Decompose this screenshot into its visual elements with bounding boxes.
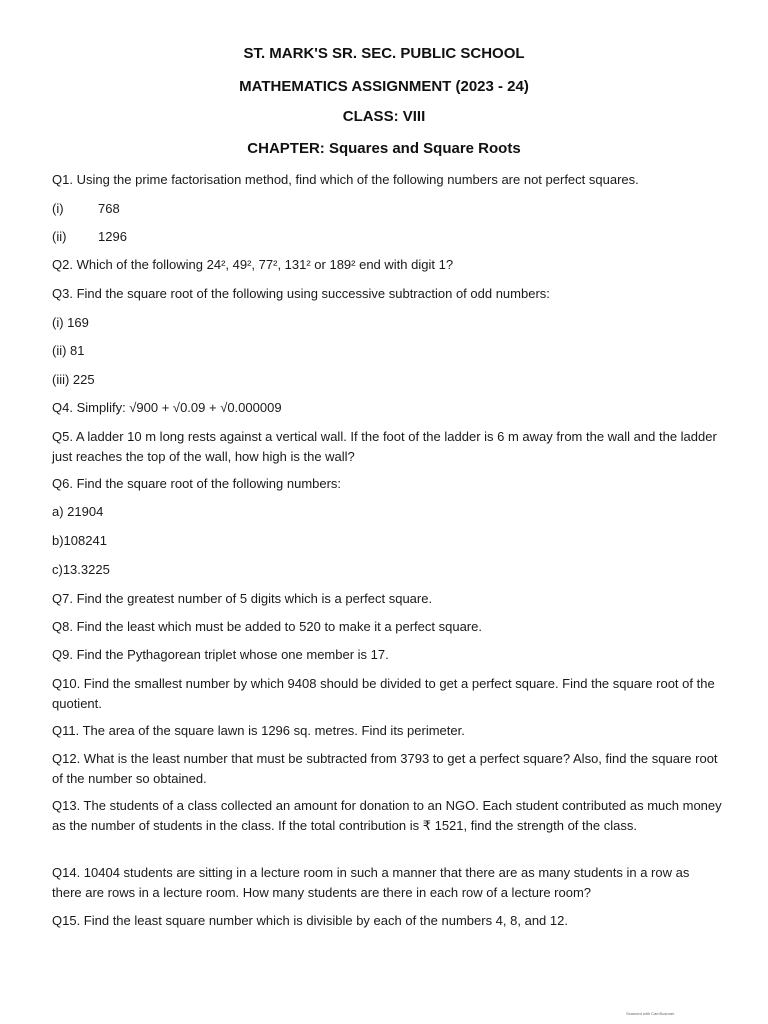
assignment-title: MATHEMATICS ASSIGNMENT (2023 - 24) [239,78,529,95]
question-6-item-a: a) 21904 [52,504,104,519]
question-7: Q7. Find the greatest number of 5 digits which is a perfect square. [52,591,433,606]
question-12: Q12. What is the least number that must be subtracted from 3793 to get a perfect square? Also, find the square root of the number so obtained. [52,751,718,786]
class-label: CLASS: VIII [342,108,426,125]
question-6-item-b: b)108241 [52,533,107,548]
item-value: 768 [98,201,120,216]
school-name: ST. MARK'S SR. SEC. PUBLIC SCHOOL [243,45,525,62]
question-3-item-i: (i) 169 [52,315,89,330]
question-3: Q3. Find the square root of the following using successive subtraction of odd numbers: [52,286,550,301]
question-8: Q8. Find the least which must be added to 520 to make it a perfect square. [52,619,482,634]
question-6-item-c: c)13.3225 [52,562,110,577]
question-9: Q9. Find the Pythagorean triplet whose one member is 17. [52,647,389,662]
item-value: 1296 [98,229,127,244]
question-2: Q2. Which of the following 24², 49², 77², 131² or 189² end with digit 1? [52,257,454,272]
question-13: Q13. The students of a class collected an amount for donation to an NGO. Each student contributed as much money as the number of students in the class. If the total contribution is ₹ 1521, find the strength of the class. [52,798,722,833]
question-1: Q1. Using the prime factorisation method, find which of the following numbers are not perfect squares. [52,172,639,187]
item-label: (i) [52,201,64,216]
question-4: Q4. Simplify: √900 + √0.09 + √0.000009 [52,400,282,415]
question-14: Q14. 10404 students are sitting in a lecture room in such a manner that there are as many students in a row as there are rows in a lecture room. How many students are there in each row of a lecture room? [52,865,690,900]
question-3-item-ii: (ii) 81 [52,343,85,358]
question-3-item-iii: (iii) 225 [52,372,95,387]
question-11: Q11. The area of the square lawn is 1296 sq. metres. Find its perimeter. [52,723,465,738]
question-5: Q5. A ladder 10 m long rests against a vertical wall. If the foot of the ladder is 6 m away from the wall and the ladder just reaches the top of the wall, how high is the wall? [52,429,717,464]
item-label: (ii) [52,229,67,244]
scanner-watermark: Scanned with CamScanner [626,1011,675,1016]
question-1-item-i [52,199,722,219]
question-10: Q10. Find the smallest number by which 9408 should be divided to get a perfect square. Find the square root of the quotient. [52,676,715,711]
chapter-title: CHAPTER: Squares and Square Roots [247,140,521,157]
question-1-item-ii [52,227,722,247]
question-15: Q15. Find the least square number which is divisible by each of the numbers 4, 8, and 12. [52,913,568,928]
question-6: Q6. Find the square root of the following numbers: [52,476,342,491]
